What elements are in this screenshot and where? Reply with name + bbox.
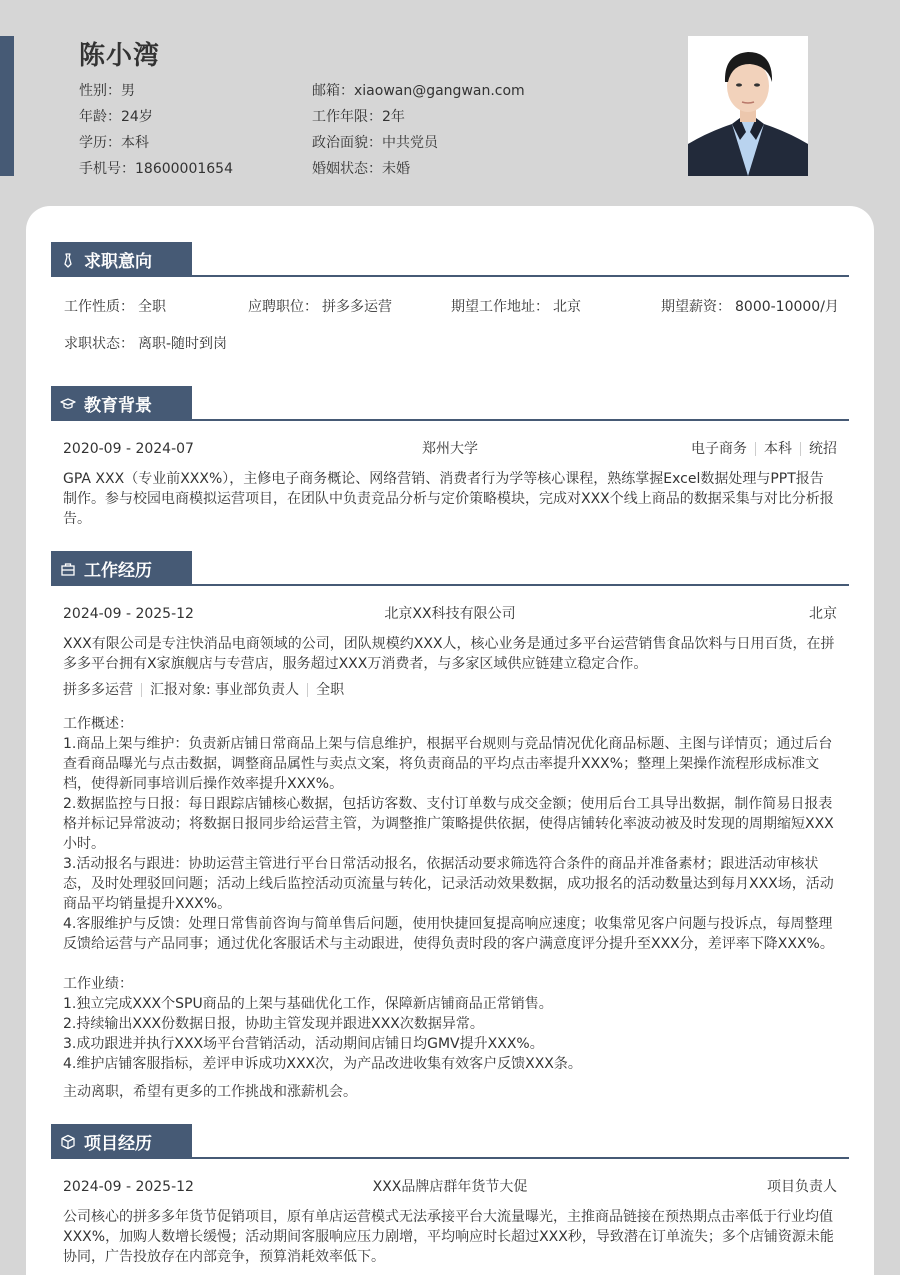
work-row [51, 604, 849, 624]
work-report-to: 汇报对象: 事业部负责人 [150, 682, 300, 698]
section-title: 项目经历 [84, 1134, 152, 1154]
section-header [51, 1124, 849, 1159]
intent-item-location: 期望工作地址： 北京 [451, 299, 581, 315]
section-education [51, 386, 849, 529]
project-role: 项目负责人 [767, 1179, 837, 1195]
section-header [51, 551, 849, 586]
info-email: 邮箱：xiaowan@gangwan.com [312, 83, 525, 99]
achievement-item: 1.独立完成XXX个SPU商品的上架与基础优化工作，保障新店铺商品正常销售。 [63, 996, 553, 1012]
info-phone: 手机号：18600001654 [79, 161, 233, 177]
education-tags [691, 439, 837, 459]
graduation-cap-icon [60, 396, 76, 412]
project-period: 2024-09 - 2025-12 [63, 1179, 194, 1195]
person-photo-icon [688, 36, 808, 176]
intent-list [51, 297, 849, 354]
leave-reason: 主动离职，希望有更多的工作挑战和涨薪机会。 [63, 1084, 357, 1100]
overview-item: 2.数据监控与日报：每日跟踪店铺核心数据，包括访客数、支付订单数与成交金额；使用后台工具导出数据，制作简易日报表格并标记异常波动；将数据日报同步给运营主管，为调整推广策略提供依据，使得店铺转化率波动被及时发现的周期缩短XXX小时。 [63, 796, 834, 852]
section-tab [51, 242, 192, 277]
section-tab [51, 386, 192, 421]
achievements-title: 工作业绩： [63, 976, 133, 992]
work-location: 北京 [809, 606, 837, 622]
overview-item: 1.商品上架与维护：负责新店铺日常商品上架与信息维护，根据平台规则与竞品情况优化商品标题、主图与详情页；通过后台查看商品曝光与点击数据，调整商品属性与卖点文案，将负责商品的平均点击率提升XXX%；整理上架操作流程形成标准文档，使得新同事培训后操作效率提升XXX%。 [63, 736, 833, 792]
intent-row [64, 297, 839, 317]
section-project [51, 1124, 849, 1267]
project-name: XXX品牌店群年货节大促 [372, 1179, 528, 1195]
divider [755, 442, 756, 456]
cube-icon [60, 1134, 76, 1150]
section-title: 求职意向 [84, 252, 152, 272]
education-school: 郑州大学 [422, 441, 478, 457]
section-header [51, 386, 849, 421]
personal-info [79, 78, 639, 182]
info-political: 政治面貌：中共党员 [312, 135, 438, 151]
section-tab [51, 1124, 192, 1159]
work-company: 北京XX科技有限公司 [384, 606, 516, 622]
section-title: 工作经历 [84, 561, 152, 581]
education-degree: 本科 [764, 441, 792, 457]
resume-card [26, 206, 874, 1275]
work-role: 拼多多运营 [63, 682, 133, 698]
achievement-item: 2.持续输出XXX份数据日报，协助主管发现并跟进XXX次数据异常。 [63, 1016, 484, 1032]
info-education: 学历：本科 [79, 135, 149, 151]
education-row [51, 439, 849, 459]
education-major: 电子商务 [691, 441, 747, 457]
work-overview [51, 714, 849, 954]
accent-bar [0, 36, 14, 176]
info-gender: 性别：男 [79, 83, 135, 99]
section-header [51, 242, 849, 277]
divider [307, 683, 308, 697]
intent-item-position: 应聘职位： 拼多多运营 [248, 299, 392, 315]
intent-item-type: 工作性质： 全职 [64, 299, 166, 315]
tie-icon [60, 252, 76, 268]
company-description: XXX有限公司是专注快消品电商领域的公司，团队规模约XXX人，核心业务是通过多平台运营销售食品饮料与日用百货，在拼多多平台拥有X家旗舰店与专营店，服务超过XXX万消费者，与多家区域供应链建立稳定合作。 [63, 636, 835, 672]
education-description: GPA XXX（专业前XXX%），主修电子商务概论、网络营销、消费者行为学等核心课程，熟练掌握Excel数据处理与PPT报告制作。参与校园电商模拟运营项目，在团队中负责竞品分析与定价策略模块，完成对XXX个线上商品的数据采集与对比分析报告。 [63, 471, 834, 527]
overview-title: 工作概述： [63, 716, 133, 732]
project-row [51, 1177, 849, 1197]
work-period: 2024-09 - 2025-12 [63, 606, 194, 622]
profile-photo [688, 36, 808, 176]
section-title: 教育背景 [84, 396, 152, 416]
briefcase-icon [60, 561, 76, 577]
overview-item: 3.活动报名与跟进：协助运营主管进行平台日常活动报名，依据活动要求筛选符合条件的商品并准备素材；跟进活动审核状态，及时处理驳回问题；活动上线后监控活动页流量与转化，记录活动效果数据，成功报名的活动数量达到每月XXX场，活动商品平均销量提升XXX%。 [63, 856, 834, 912]
section-job-intent [51, 242, 849, 371]
section-work [51, 551, 849, 1102]
achievement-item: 3.成功跟进并执行XXX场平台营销活动，活动期间店铺日均GMV提升XXX%。 [63, 1036, 544, 1052]
divider [141, 683, 142, 697]
work-achievements [51, 974, 849, 1074]
overview-item: 4.客服维护与反馈：处理日常售前咨询与简单售后问题，使用快捷回复提高响应速度；收集常见客户问题与投诉点，每周整理反馈给运营与产品同事；通过优化客服话术与主动跟进，使得负责时段的客户满意度评分提升至XXX分，差评率下降XXX%。 [63, 916, 834, 952]
info-age: 年龄：24岁 [79, 109, 153, 125]
divider [800, 442, 801, 456]
achievement-item: 4.维护店铺客服指标，差评申诉成功XXX次，为产品改进收集有效客户反馈XXX条。 [63, 1056, 582, 1072]
work-tags [51, 680, 849, 700]
intent-row [64, 334, 836, 354]
education-period: 2020-09 - 2024-07 [63, 441, 194, 457]
education-type: 统招 [809, 441, 837, 457]
candidate-name: 陈小湾 [79, 41, 161, 71]
profile-header [79, 38, 639, 182]
project-description: 公司核心的拼多多年货节促销项目，原有单店运营模式无法承接平台大流量曝光，主推商品链接在预热期点击率低于行业均值XXX%，加购人数增长缓慢；活动期间客服响应压力剧增，平均响应时长超过XXX秒，导致潜在订单流失；多个店铺资源未能协同，广告投放存在内部竞争，预算消耗效率低下。 [63, 1209, 834, 1265]
intent-item-status: 求职状态： 离职-随时到岗 [64, 336, 228, 352]
section-tab [51, 551, 192, 586]
info-marital: 婚姻状态：未婚 [312, 161, 410, 177]
intent-item-salary: 期望薪资： 8000-10000/月 [661, 299, 839, 315]
info-work-years: 工作年限：2年 [312, 109, 405, 125]
work-type: 全职 [316, 682, 345, 698]
